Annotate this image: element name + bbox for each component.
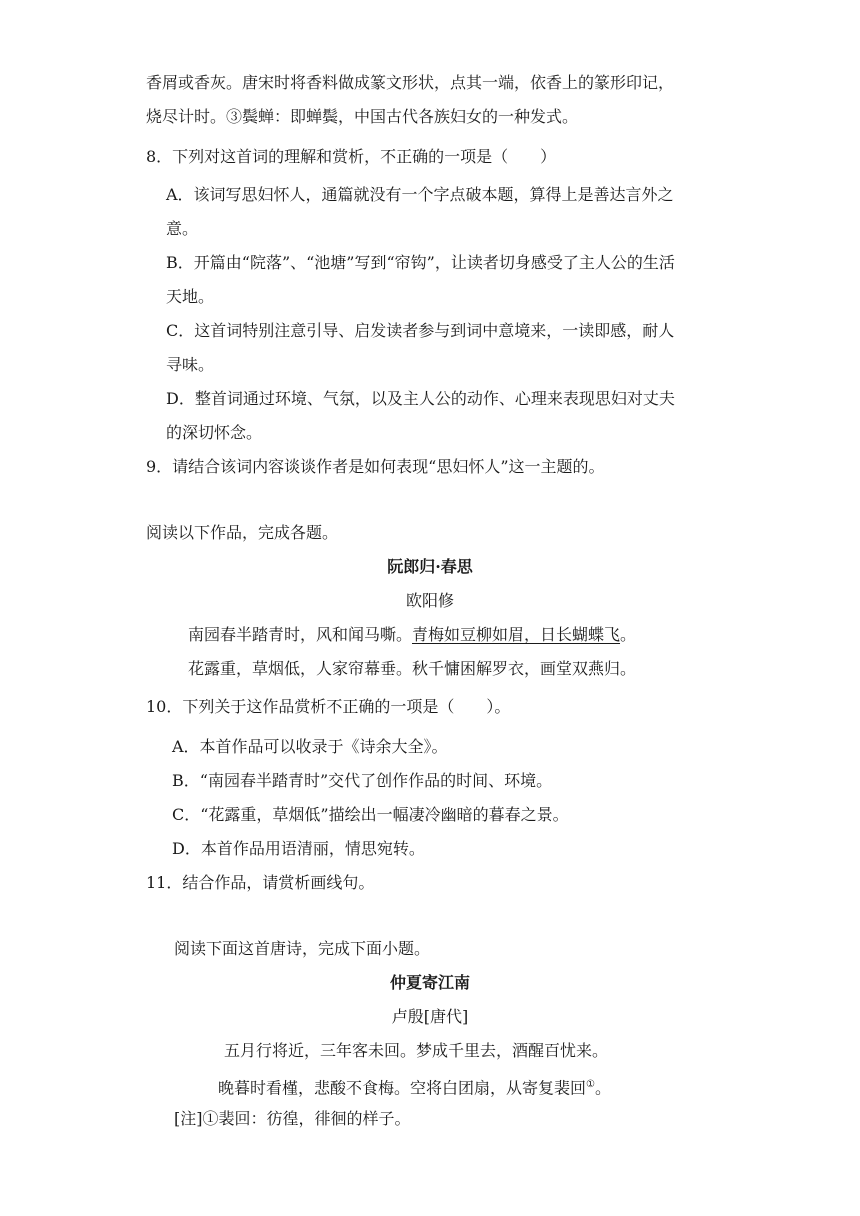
poem-2-title: 仲夏寄江南: [389, 973, 470, 992]
poem-2-line-2: [218, 1074, 611, 1099]
poem-1-line-1-end: 。: [620, 625, 637, 644]
question-8-stem: 8．下列对这首词的理解和赏析，不正确的一项是（ ）: [146, 147, 557, 166]
poem-1-line-1-part-a: 南园春半踏青时，风和闻马嘶。: [188, 625, 413, 644]
question-10-option-d: D．本首作品用语清丽，情思宛转。: [172, 839, 425, 858]
intro-note-line-2: 烧尽计时。③鬓蝉：即蝉鬓，中国古代各族妇女的一种发式。: [146, 107, 579, 126]
poem-1-author: 欧阳修: [405, 591, 454, 610]
poem-1-line-2: 花露重，草烟低，人家帘幕垂。秋千慵困解罗衣，画堂双燕归。: [188, 659, 637, 678]
poem-2-author: 卢殷[唐代]: [391, 1007, 469, 1026]
underlined-sentence: 青梅如豆柳如眉，日长蝴蝶飞: [412, 625, 621, 644]
question-10-stem: 10．下列关于这作品赏析不正确的一项是（ ）。: [146, 697, 511, 716]
question-8-option-a-cont: 意。: [166, 219, 199, 238]
intro-note-line-1: 香屑或香灰。唐宋时将香料做成篆文形状，点其一端，依香上的篆形印记，: [146, 73, 675, 92]
question-8-option-b-cont: 天地。: [166, 287, 215, 306]
section-2-intro: 阅读以下作品，完成各题。: [146, 523, 339, 542]
question-8-option-c: C．这首词特别注意引导、启发读者参与到词中意境来，一读即感，耐人: [166, 321, 675, 340]
poem-2-line-1: 五月行将近，三年客未回。梦成千里去，酒醒百忧来。: [224, 1041, 609, 1060]
question-8-option-d-cont: 的深切怀念。: [166, 423, 263, 442]
footnote-marker: ①: [586, 1079, 595, 1090]
poem-2-line-2-end: 。: [594, 1078, 611, 1098]
section-3-intro: 阅读下面这首唐诗，完成下面小题。: [174, 939, 431, 958]
question-8-option-b: B．开篇由“院落”、“池塘”写到“帘钩”，让读者切身感受了主人公的生活: [166, 253, 675, 272]
poem-1-line-1: [188, 624, 636, 646]
question-10-option-b: B．“南园春半踏青时”交代了创作作品的时间、环境。: [172, 771, 553, 790]
question-10-option-a: A．本首作品可以收录于《诗余大全》。: [172, 737, 448, 756]
poem-2-line-2-text: 晚暮时看槿，悲酸不食梅。空将白团扇，从寄复裴回: [218, 1078, 587, 1098]
question-10-option-c: C．“花露重，草烟低”描绘出一幅凄冷幽暗的暮春之景。: [172, 805, 569, 824]
question-9-stem: 9．请结合该词内容谈谈作者是如何表现“思妇怀人”这一主题的。: [146, 457, 605, 476]
poem-1-title: 阮郎归·春思: [387, 557, 473, 576]
question-8-option-d: D．整首词通过环境、气氛，以及主人公的动作、心理来表现思妇对丈夫: [166, 389, 675, 408]
question-8-option-c-cont: 寻味。: [166, 355, 215, 374]
question-11-stem: 11．结合作品，请赏析画线句。: [146, 873, 375, 892]
question-8-option-a: A．该词写思妇怀人，通篇就没有一个字点破本题，算得上是善达言外之: [166, 185, 674, 204]
poem-2-footnote: [注]①裴回：彷徨，徘徊的样子。: [174, 1109, 411, 1128]
